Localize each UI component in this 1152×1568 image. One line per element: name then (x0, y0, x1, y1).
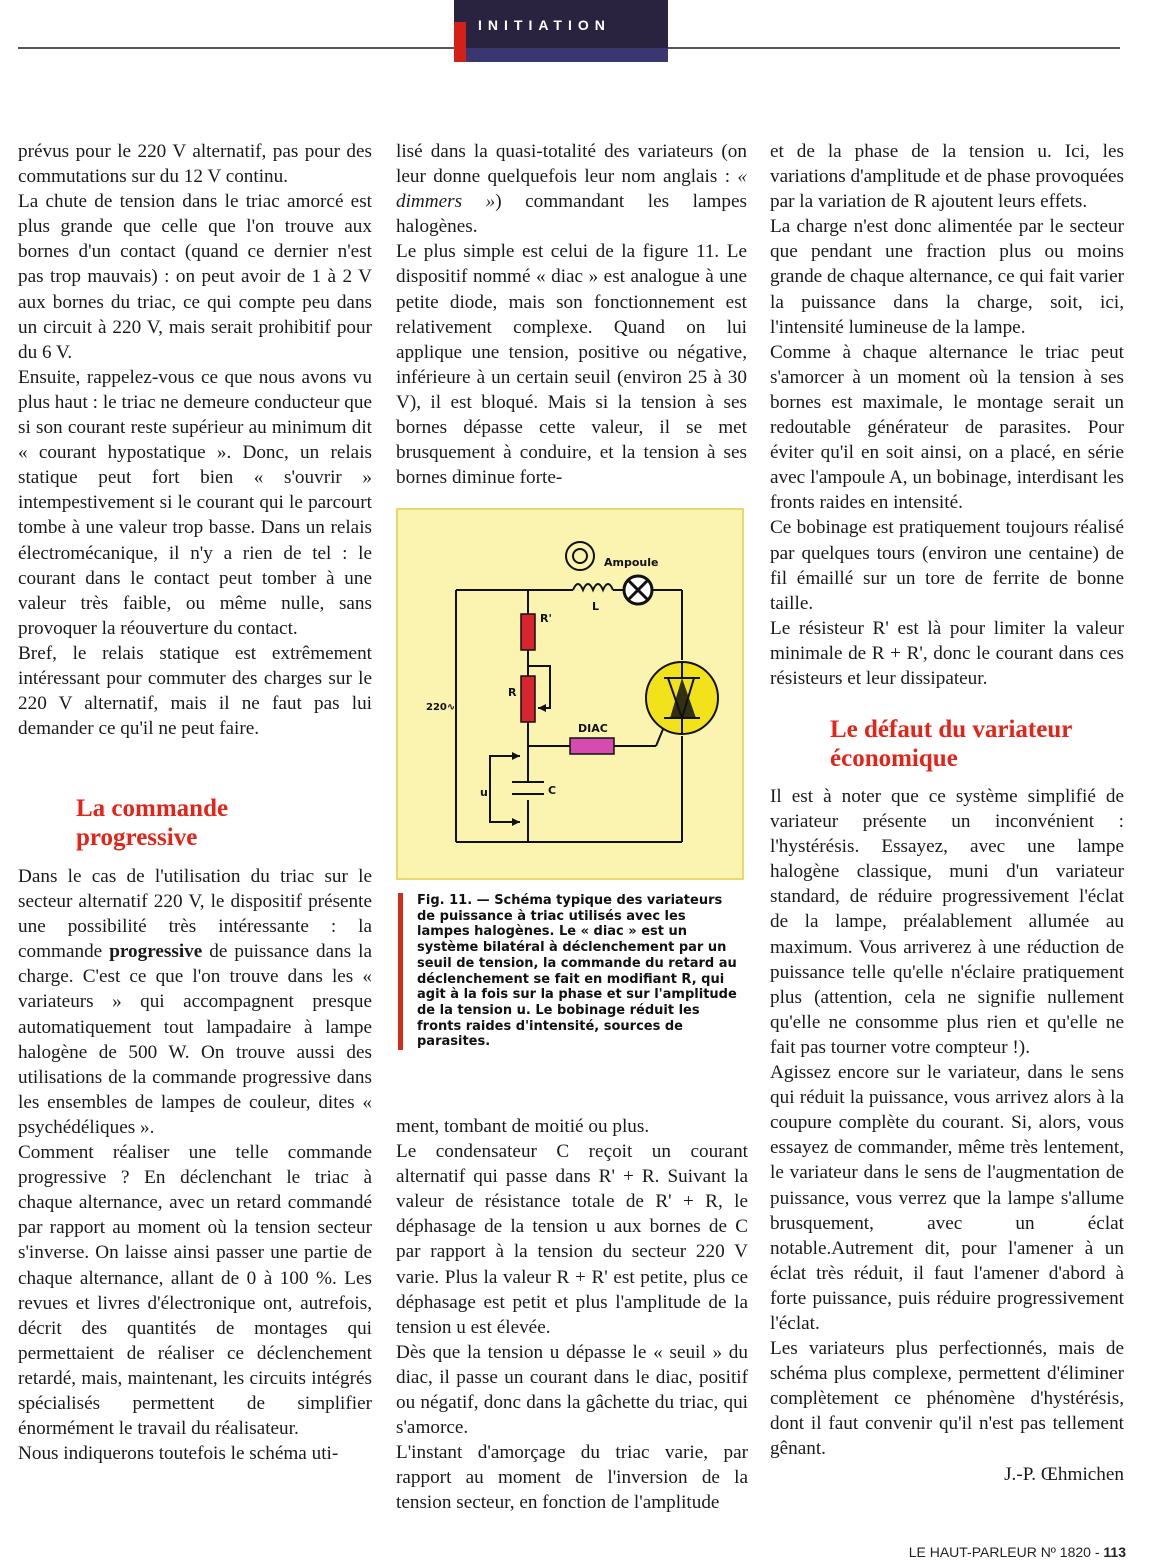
heading-line: économique (830, 745, 958, 772)
heading-line: Le défaut du variateur (830, 716, 1073, 743)
text-run: ) commandant les lampes halogènes. (396, 191, 747, 238)
socket-outer (566, 542, 594, 570)
header-rule-left (18, 47, 456, 49)
paragraph: Ce bobinage est pratiquement toujours réalisé par quelques tours (environ une centaine) de fil émaillé sur un tore de ferrite de bonne taille. (770, 517, 1124, 614)
magazine-name: LE HAUT-PARLEUR Nº 1820 - (908, 1544, 1104, 1560)
resistor-Rprime (521, 614, 535, 650)
label-diac: DIAC (578, 722, 608, 735)
paragraph: Le résisteur R' est là pour limiter la valeur minimale de R + R', donc le courant dans ces résisteurs et leur dissipateur. (770, 617, 1124, 689)
diac-symbol (570, 738, 614, 754)
label-u: u (480, 786, 488, 799)
column-2-lower (396, 1114, 748, 1516)
column-1-lower (18, 864, 372, 1466)
column-2 (396, 139, 747, 490)
paragraph: Agissez encore sur le variateur, dans le sens qui réduit la puissance, vous arrivez alors à la coupure complète du courant. Si, alors, vous essayez de commander, même très lentement, le variateur dans le sens de l'augmentation de puissance, vous verrez que la lampe s'allume brusquement, avec un éclat notable.Autrement dit, pour l'amener à un éclat très réduit, il faut l'amener d'abord à forte puissance, puis réduire progressivement l'éclat. (770, 1062, 1124, 1334)
section-tab (454, 0, 668, 62)
header-rule-right (668, 47, 1120, 49)
section-label: INITIATION (478, 17, 611, 33)
paragraph: Ensuite, rappelez-vous ce que nous avons vu plus haut : le triac ne demeure conducteur que si son courant reste supérieur au minimum dit « courant hypostatique ». Donc, un relais statique peut fort bien « s'ouvrir » intempestivement si le courant qui le parcourt tombe à une valeur trop basse. Dans un relais électromécanique, il n'y a rien de tel : le courant dans le contact peut tomber à une valeur très faible, ou même nulle, sans provoquer la réouverture du contact. (18, 366, 372, 639)
heading-line: La commande (76, 795, 229, 822)
paragraph: prévus pour le 220 V alternatif, pas pour des commutations sur du 12 V continu. (18, 141, 372, 188)
paragraph: Dès que la tension u dépasse le « seuil » du diac, il passe un courant dans le diac, positif ou négatif, donc dans la gâchette du triac, qui s'amorce. (396, 1341, 748, 1439)
section-tab-red-bar (454, 22, 466, 62)
italic-text: « dimmers » (396, 166, 747, 213)
label-Rprime: R' (540, 612, 552, 625)
heading-line: progressive (76, 824, 198, 851)
page-number: 113 (1103, 1544, 1126, 1560)
paragraph: Nous indiquerons toutefois le schéma uti- (18, 1443, 339, 1465)
section-tab-blue-bar (466, 48, 668, 62)
paragraph (396, 139, 747, 239)
label-R: R (508, 686, 517, 699)
paragraph: L'instant d'amorçage du triac varie, par rapport au moment de l'inversion de la tension secteur, en fonction de l'amplitude (396, 1442, 748, 1514)
text-run: Dans le cas de l'utilisation du triac sur le secteur alternatif 220 V, le dispositif présente une possibilité très intéressante : la commande (18, 866, 372, 963)
figure-caption: Fig. 11. — Schéma typique des variateurs de puissance à triac utilisés avec les lampes halogènes. Le « diac » est un système bilatéral à déclenchement par un seuil de tension, la commande du retard au déclenchement se fait en modifiant R, qui agit à la fois sur la phase et sur l'amplitude de la tension u. Le bobinage réduit les fronts raides d'intensité, sources de parasites. (398, 893, 738, 1050)
inductor-L (573, 584, 613, 590)
paragraph: La chute de tension dans le triac amorcé est plus grande que celle que l'on trouve aux bornes d'un contact (quand ce dernier n'est pas trop mauvais) : on peut avoir de 1 à 2 V aux bornes du triac, ce qui compte peu dans un circuit à 220 V, mais serait prohibitif pour du 6 V. (18, 191, 372, 363)
heading-defaut-variateur (830, 715, 1072, 773)
paragraph (18, 864, 372, 1140)
heading-commande-progressive (76, 794, 228, 852)
paragraph: Le plus simple est celui de la figure 11. Le dispositif nommé « diac » est analogue à une petite diode, mais son fonctionnement est relativement complexe. Quand on lui applique une tension, positive ou négative, inférieure à un certain seuil (environ 25 à 30 V), il est bloqué. Mais si la tension à ses bornes dépasse cette valeur, il se met brusquement à conduire, et la tension à ses bornes diminue forte- (396, 241, 747, 489)
circuit-diagram (398, 510, 746, 882)
paragraph: Le condensateur C reçoit un courant alternatif qui passe dans R' + R. Suivant la valeur de résistance totale de R' + R, le déphasage de la tension u aux bornes de C par rapport à la tension du secteur 220 V varie. Plus la valeur R + R' est petite, plus ce déphasage est petit et plus l'amplitude de la tension u est élevée. (396, 1141, 748, 1338)
paragraph: et de la phase de la tension u. Ici, les variations d'amplitude et de phase provoquées par la variation de R ajoutent leurs effets. (770, 141, 1124, 213)
column-1 (18, 139, 372, 741)
voltage-u-bracket (490, 756, 520, 822)
figure-11-schematic (396, 508, 744, 880)
label-220: 220∿ (426, 702, 456, 713)
label-L: L (592, 600, 600, 613)
author-signature: J.-P. Œhmichen (1004, 1463, 1124, 1485)
paragraph: Comme à chaque alternance le triac peut s'amorcer à un moment où la tension à ses bornes est maximale, le montage serait un redoutable générateur de parasites. Pour éviter qu'il en soit ainsi, on a placé, en série avec l'ampoule A, un bobinage, interdisant les fronts raides en intensité. (770, 341, 1124, 514)
label-C: C (548, 784, 557, 797)
paragraph: ment, tombant de moitié ou plus. (396, 1116, 650, 1137)
label-ampoule: Ampoule (604, 556, 659, 569)
page-footer (909, 1544, 1126, 1560)
paragraph: Bref, le relais statique est extrêmement intéressant pour commuter des charges sur le 220 V alternatif, mais il ne faut pas lui demander ce qu'il ne peut faire. (18, 642, 372, 740)
paragraph: La charge n'est donc alimentée par le secteur que pendant une fraction plus ou moins grande de chaque alternance, ce qui fait varier la puissance dans la charge, soit, ici, l'intensité lumineuse de la lampe. (770, 216, 1124, 338)
resistor-R (521, 676, 535, 722)
text-run: lisé dans la quasi-totalité des variateurs (on leur donne quelquefois leur nom anglais : (396, 141, 747, 188)
column-3 (770, 139, 1124, 691)
paragraph: Il est à noter que ce système simplifié de variateur présente un inconvénient : l'hystérésis. Essayez, avec une lampe halogène classique, muni d'un variateur standard, de réduire progressivement l'éclat de la lampe, préalablement allumée au maximum. Vous arriverez à une réduction de puissance telle qu'elle n'éclaire pratiquement plus (attention, cela ne signifie nullement qu'elle ne consomme plus rien et qu'elle ne fait pas tourner votre compteur !). (770, 786, 1124, 1058)
paragraph: Les variateurs plus perfectionnés, mais de schéma plus complexe, permettent d'éliminer complètement ce phénomène d'hystérésis, dont il faut convenir qu'il n'est pas tellement gênant. (770, 1338, 1124, 1460)
text-run: de puissance dans la charge. C'est ce que l'on trouve dans les « variateurs » qui accompagnent presque automatiquement tout lampadaire à lampe halogène de 500 W. On trouve aussi des utilisations de la commande progressive dans les ensembles de lampes de couleur, dites « psychédéliques ». (18, 941, 372, 1138)
socket-inner (573, 549, 587, 563)
bold-text: progressive (109, 941, 203, 963)
column-3-lower (770, 784, 1124, 1487)
paragraph: Comment réaliser une telle commande progressive ? En déclenchant le triac à chaque alternance, avec un retard commandé par rapport au moment où la tension secteur s'inverse. On laisse ainsi passer une partie de chaque alternance, allant de 0 à 100 %. Les revues et livres d'électronique ont, autrefois, décrit des quantités de montages qui permettaient de réaliser ce déclenchement retardé, mais, maintenant, les circuits intégrés spécialisés permettent de simplifier énormément le travail du réalisateur. (18, 1142, 372, 1440)
